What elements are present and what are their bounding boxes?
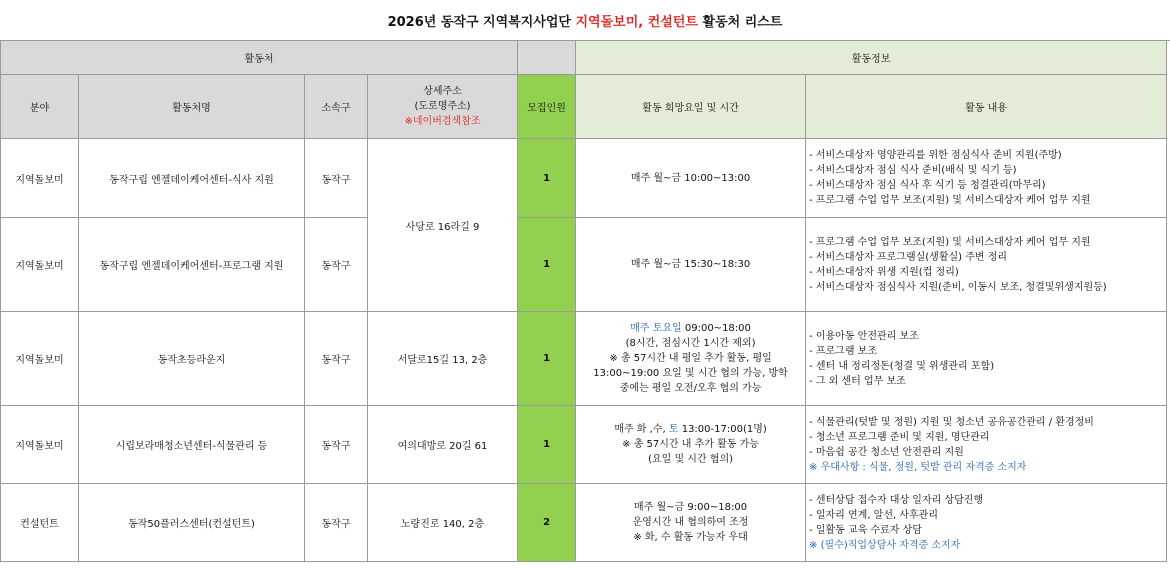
cell-schedule bbox=[576, 406, 806, 484]
cell-content bbox=[806, 484, 1167, 562]
cell-schedule bbox=[576, 218, 806, 312]
schedule-line: (8시간, 점심시간 1시간 제외) bbox=[625, 338, 756, 349]
cell-place: 동작50플러스센터(컨설턴트) bbox=[79, 484, 305, 562]
cell-district: 동작구 bbox=[305, 484, 368, 562]
table-row bbox=[1, 312, 1167, 406]
cell-content bbox=[806, 139, 1167, 218]
cell-district: 동작구 bbox=[305, 312, 368, 406]
schedule-time: 13:00-17:00(1명) bbox=[678, 424, 767, 435]
col-header-place-name: 활동처명 bbox=[79, 75, 305, 139]
cell-recruit: 1 bbox=[518, 406, 576, 484]
cell-place: 동작구립 엔젤데이케어센터-프로그램 지원 bbox=[79, 218, 305, 312]
cell-recruit: 2 bbox=[518, 484, 576, 562]
cell-schedule bbox=[576, 139, 806, 218]
content-line: - 서비스대상자 점심 식사 준비(배식 및 식기 등) bbox=[809, 165, 1017, 176]
cell-content bbox=[806, 218, 1167, 312]
content-note: ※ (필수)직업상담사 자격증 소지자 bbox=[809, 539, 961, 551]
content-line: - 센터 내 정리정돈(청결 및 위생관리 포함) bbox=[809, 360, 995, 372]
content-line: - 서비스대상자 영양관리를 위한 점심식사 준비 지원(주방) bbox=[809, 150, 1062, 161]
table-row bbox=[1, 218, 1167, 312]
group-header-info: 활동정보 bbox=[576, 41, 1167, 75]
content-line: - 프로그램 수업 업무 보조(지원) 및 서비스대상자 케어 업무 지원 bbox=[809, 236, 1091, 248]
schedule-line: 매주 월~금 15:30~18:30 bbox=[630, 259, 751, 270]
cell-district: 동작구 bbox=[305, 139, 368, 218]
cell-schedule bbox=[576, 484, 806, 562]
address-header-note: ※네이버검색참조 bbox=[404, 116, 481, 127]
sheet-title bbox=[0, 0, 1170, 41]
schedule-line bbox=[579, 422, 802, 437]
content-line: - 이용아동 안전관리 보조 bbox=[809, 330, 919, 342]
cell-field: 지역돌보미 bbox=[1, 218, 79, 312]
content-line: - 일활동 교육 수료자 상담 bbox=[809, 524, 922, 536]
cell-place: 시립보라매청소년센터-식물관리 등 bbox=[79, 406, 305, 484]
cell-field: 지역돌보미 bbox=[1, 406, 79, 484]
col-header-recruit: 모집인원 bbox=[518, 75, 576, 139]
schedule-line: ※ 총 57시간 내 평일 추가 활동, 평일 bbox=[609, 353, 772, 364]
title-highlight: 지역돌보미, 컨설턴트 bbox=[575, 14, 698, 30]
schedule-days: 매주 화 ,수, bbox=[614, 424, 669, 435]
content-line: - 청소년 프로그램 준비 및 지원, 명단관리 bbox=[809, 431, 990, 443]
content-line: - 서비스대상자 점심 식사 후 식기 등 청결관리(마무리) bbox=[809, 180, 1046, 191]
cell-address: 서달로15길 13, 2층 bbox=[368, 312, 518, 406]
column-header-row bbox=[1, 75, 1167, 139]
cell-district: 동작구 bbox=[305, 406, 368, 484]
schedule-line bbox=[579, 321, 802, 336]
schedule-highlight: 토 bbox=[668, 424, 679, 435]
cell-address: 노량진로 140, 2층 bbox=[368, 484, 518, 562]
cell-recruit: 1 bbox=[518, 218, 576, 312]
cell-schedule bbox=[576, 312, 806, 406]
content-line: - 일자리 연계, 알선, 사후관리 bbox=[809, 509, 938, 521]
cell-content bbox=[806, 406, 1167, 484]
content-line: - 마음쉼 공간 청소년 안전관리 지원 bbox=[809, 446, 964, 458]
cell-recruit: 1 bbox=[518, 312, 576, 406]
cell-place: 동작초등라운지 bbox=[79, 312, 305, 406]
col-header-field: 분야 bbox=[1, 75, 79, 139]
col-header-address bbox=[368, 75, 518, 139]
schedule-line: 매주 월~금 9:00~18:00 bbox=[634, 502, 748, 513]
group-header-blank bbox=[518, 41, 576, 75]
schedule-line: (요일 및 시간 협의) bbox=[648, 454, 734, 465]
content-note: ※ 우대사항 : 식물, 정원, 텃밭 관리 자격증 소지자 bbox=[809, 461, 1027, 473]
cell-address: 여의대방로 20길 61 bbox=[368, 406, 518, 484]
cell-field: 컨설턴트 bbox=[1, 484, 79, 562]
cell-district: 동작구 bbox=[305, 218, 368, 312]
group-header-place: 활동처 bbox=[1, 41, 518, 75]
content-line: - 프로그램 수업 업무 보조(지원) 및 서비스대상자 케어 업무 지원 bbox=[809, 195, 1091, 206]
cell-recruit: 1 bbox=[518, 139, 576, 218]
content-line: - 서비스대상자 위생 지원(컵 정리) bbox=[809, 266, 959, 278]
schedule-line: 운영시간 내 협의하여 조정 bbox=[632, 517, 749, 528]
table-row bbox=[1, 484, 1167, 562]
schedule-line: 매주 월~금 10:00~13:00 bbox=[630, 172, 751, 184]
content-line: - 그 외 센터 업무 보조 bbox=[809, 375, 906, 387]
address-header-line1: 상세주소 bbox=[423, 86, 462, 97]
cell-field: 지역돌보미 bbox=[1, 139, 79, 218]
schedule-line: ※ 총 57시간 내 추가 활동 가능 bbox=[622, 439, 759, 450]
col-header-content: 활동 내용 bbox=[806, 75, 1167, 139]
col-header-district: 소속구 bbox=[305, 75, 368, 139]
content-line: - 프로그램 보조 bbox=[809, 345, 877, 357]
schedule-line: ※ 화, 수 활동 가능자 우대 bbox=[633, 532, 748, 543]
cell-field: 지역돌보미 bbox=[1, 312, 79, 406]
address-header-line2: (도로명주소) bbox=[414, 101, 471, 112]
cell-place: 동작구립 엔젤데이케어센터-식사 지원 bbox=[79, 139, 305, 218]
title-prefix: 2026년 동작구 지역복지사업단 bbox=[387, 14, 571, 30]
schedule-time: 09:00~18:00 bbox=[681, 323, 751, 334]
schedule-highlight: 매주 토요일 bbox=[630, 323, 682, 334]
title-suffix: 활동처 리스트 bbox=[702, 14, 783, 30]
table-row bbox=[1, 406, 1167, 484]
cell-address: 사당로 16라길 9 bbox=[368, 139, 518, 312]
content-line: - 식물관리(텃밭 및 정원) 지원 및 청소년 공유공간관리 / 환경정비 bbox=[809, 416, 1094, 428]
schedule-line: 중에는 평일 오전/오후 협의 가능 bbox=[619, 383, 762, 394]
table-row bbox=[1, 139, 1167, 218]
content-line: - 서비스대상자 점심식사 지원(준비, 이동시 보조, 청결및위생지원등) bbox=[809, 281, 1107, 293]
content-line: - 센터상담 접수자 대상 일자리 상담진행 bbox=[809, 494, 984, 506]
cell-content bbox=[806, 312, 1167, 406]
schedule-line: 13:00~19:00 요일 및 시간 협의 가능, 방학 bbox=[593, 368, 788, 379]
activity-table bbox=[0, 40, 1167, 562]
group-header-row bbox=[1, 41, 1167, 75]
content-line: - 서비스대상자 프로그램실(생활실) 주변 정리 bbox=[809, 251, 1008, 263]
col-header-schedule: 활동 희망요일 및 시간 bbox=[576, 75, 806, 139]
